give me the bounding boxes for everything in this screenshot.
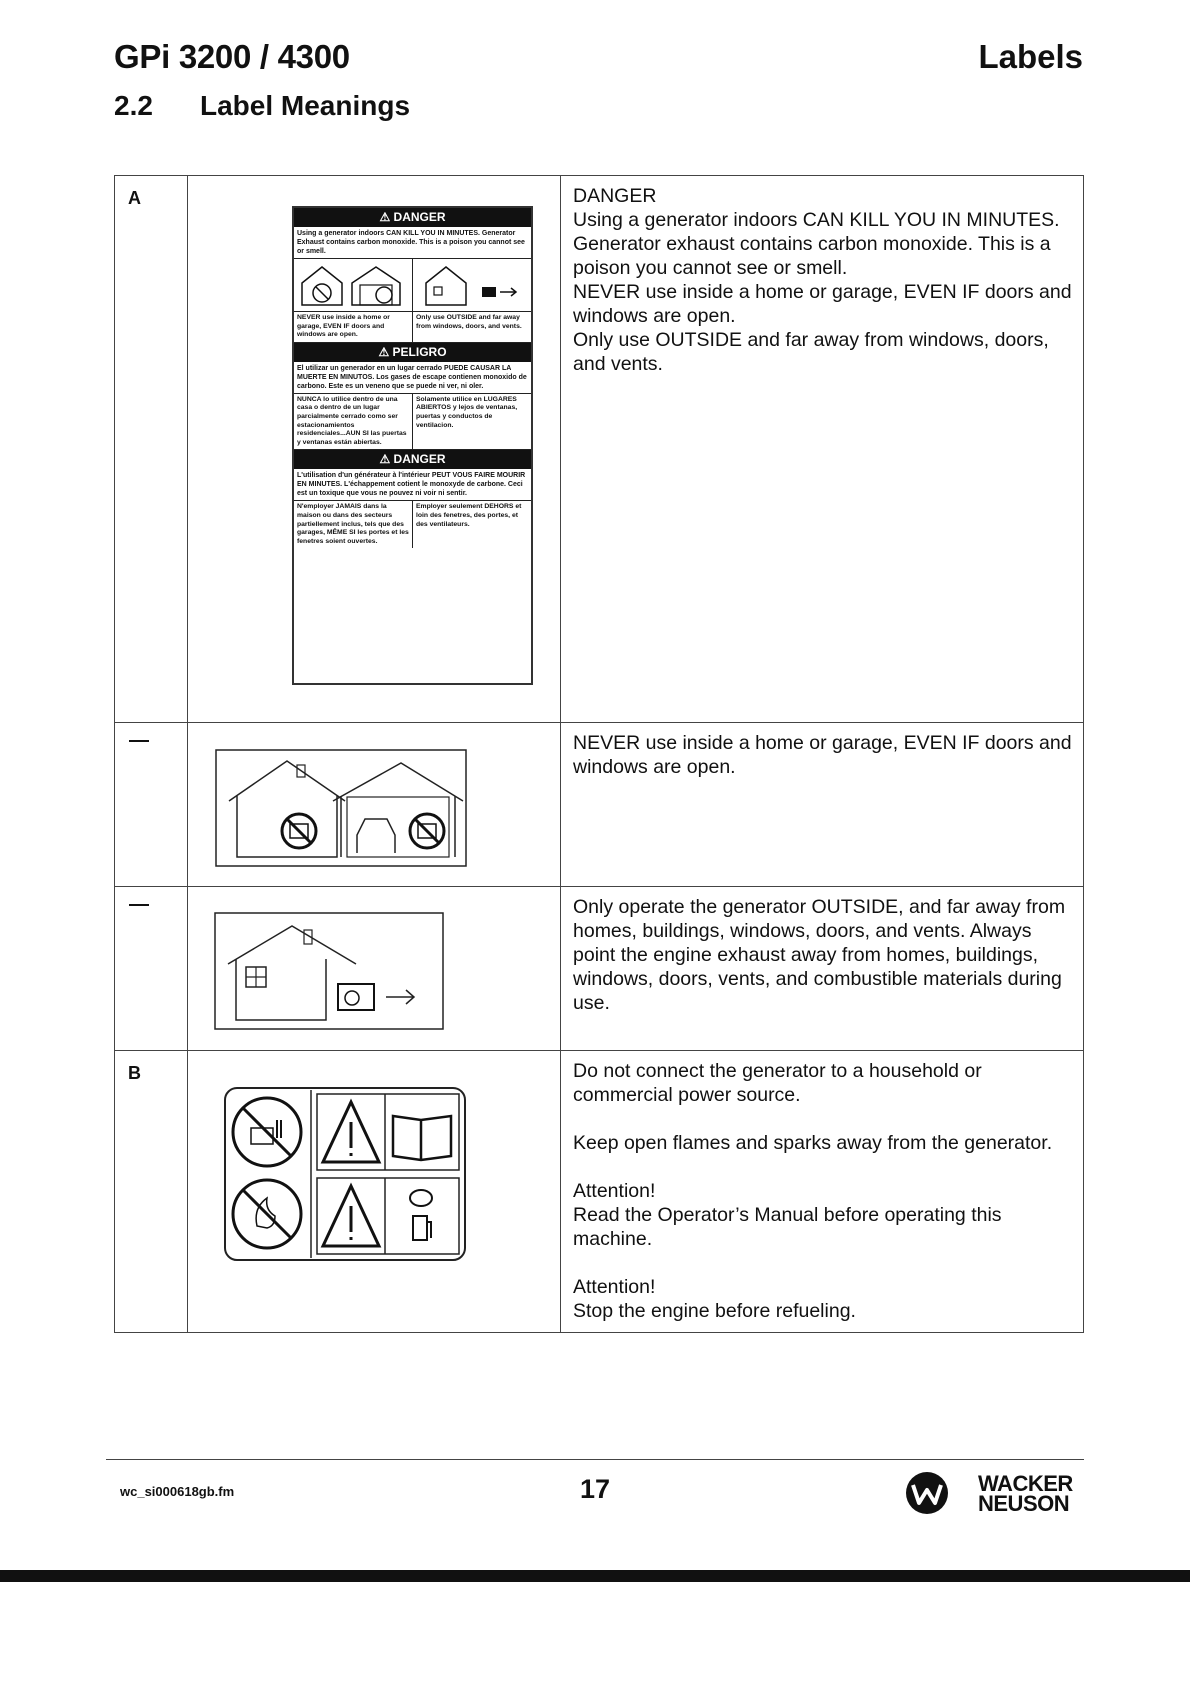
row-a-description xyxy=(561,176,1083,376)
section-number: 2.2 xyxy=(114,90,153,121)
row-3-description xyxy=(561,887,1083,1015)
row-b-description xyxy=(561,1051,1083,1323)
table-row xyxy=(115,176,1084,723)
description-line: NEVER use inside a home or garage, EVEN IF doors and windows are open. xyxy=(573,281,1072,327)
es-text: El utilizar un generador en un lugar cerrado PUEDE CAUSAR LA MUERTE EN MINUTOS. Los gases de escape contienen monoxido de carbono. Este es un veneno que se puede ni ver, ni oler. xyxy=(294,362,531,394)
row-id-dash xyxy=(129,904,149,906)
row-id-dash xyxy=(129,740,149,742)
no-connect-icon xyxy=(233,1098,301,1166)
manual-book-icon xyxy=(393,1116,451,1160)
footer-divider xyxy=(106,1459,1084,1460)
footer-filename: wc_si000618gb.fm xyxy=(120,1484,235,1499)
brand-line-1: WACKER xyxy=(978,1471,1073,1496)
table-row xyxy=(115,887,1084,1051)
description-line: Attention! xyxy=(573,1180,656,1202)
en-right-text: Only use OUTSIDE and far away from windows, doors, and vents. xyxy=(412,312,531,342)
row-id: B xyxy=(128,1063,141,1083)
table-row xyxy=(115,723,1084,887)
fr-columns xyxy=(294,501,531,548)
row-2-description xyxy=(561,723,1083,779)
description-line: Using a generator indoors CAN KILL YOU IN MINUTES. Generator exhaust contains carbon monoxide. This is a poison you cannot see or smell. xyxy=(573,209,1060,279)
description-line: Attention! xyxy=(573,1276,656,1298)
danger-header: ⚠ DANGER xyxy=(294,208,531,227)
row-id: A xyxy=(128,188,141,208)
warning-triangle-icon xyxy=(323,1186,379,1246)
fr-header: ⚠ DANGER xyxy=(294,450,531,469)
section-title: Label Meanings xyxy=(200,90,411,121)
description-line: Only operate the generator OUTSIDE, and far away from homes, buildings, windows, doors, and vents. Always point the engine exhaust away from homes, buildings, windows, doors, vents, and combustible materials during use. xyxy=(573,896,1066,1014)
fr-right-text: Employer seulement DEHORS et loin des fenetres, des portes, et des ventilateurs. xyxy=(412,501,531,548)
brand-line-2: NEUSON xyxy=(978,1491,1070,1516)
bottom-bar xyxy=(0,1570,1190,1582)
wacker-neuson-logo-icon xyxy=(904,1470,950,1521)
description-line: NEVER use inside a home or garage, EVEN IF doors and windows are open. xyxy=(573,732,1072,778)
chapter-title: Labels xyxy=(978,38,1083,75)
peligro-header: ⚠ PELIGRO xyxy=(294,343,531,362)
label-meanings-table xyxy=(114,175,1084,1333)
outside-pictogram xyxy=(188,887,560,1035)
doc-title: GPi 3200 / 4300 xyxy=(114,38,350,75)
no-indoor-pictogram xyxy=(188,723,560,872)
outside-only-icon xyxy=(412,259,531,311)
fr-left-text: N'employer JAMAIS dans la maison ou dans des secteurs partiellement inclus, tels que des garages, MÊME SI les portes et les fenetres soient ouvertes. xyxy=(297,503,409,545)
brand-name xyxy=(978,1471,1073,1516)
danger-columns xyxy=(294,312,531,343)
danger-pictograms xyxy=(294,259,531,312)
es-right-text: Solamente utilice en LUGARES ABIERTOS y lejos de ventanas, puertas y conductos de ventilacion. xyxy=(412,394,531,450)
no-indoor-icon xyxy=(294,259,412,311)
danger-label xyxy=(292,206,533,685)
table-row xyxy=(115,1051,1084,1333)
description-line: DANGER xyxy=(573,185,657,207)
label-b-image xyxy=(188,1051,560,1267)
es-columns xyxy=(294,394,531,451)
es-left-text: NUNCA lo utilice dentro de una casa o dentro de un lugar parcialmente cerrado como ser estacionamientos residenciales...AUN SI las puertas y ventanas están abiertas. xyxy=(297,395,407,446)
description-line: Do not connect the generator to a household or commercial power source. xyxy=(573,1060,982,1106)
description-line: Only use OUTSIDE and far away from windows, doors, and vents. xyxy=(573,329,1049,375)
description-line: Stop the engine before refueling. xyxy=(573,1300,856,1322)
label-a-image xyxy=(188,176,560,721)
danger-text: Using a generator indoors CAN KILL YOU IN MINUTES. Generator Exhaust contains carbon monoxide. This is a poison you cannot see or smell. xyxy=(294,227,531,259)
stop-engine-refuel-icon xyxy=(410,1190,432,1240)
en-left-text: NEVER use inside a home or garage, EVEN IF doors and windows are open. xyxy=(297,314,390,339)
page-number: 17 xyxy=(580,1474,611,1504)
description-line: Read the Operator’s Manual before operating this machine. xyxy=(573,1204,1002,1250)
fr-text: L'utilisation d'un générateur à l'intérieur PEUT VOUS FAIRE MOURIR EN MINUTES. L'échappement cotient le monoxyde de carbone. Ceci est un toxique que vous ne pouvez ni voir ni sentir. xyxy=(294,469,531,501)
warning-triangle-icon xyxy=(323,1102,379,1162)
description-line: Keep open flames and sparks away from the generator. xyxy=(573,1132,1053,1154)
no-flame-icon xyxy=(233,1180,301,1248)
